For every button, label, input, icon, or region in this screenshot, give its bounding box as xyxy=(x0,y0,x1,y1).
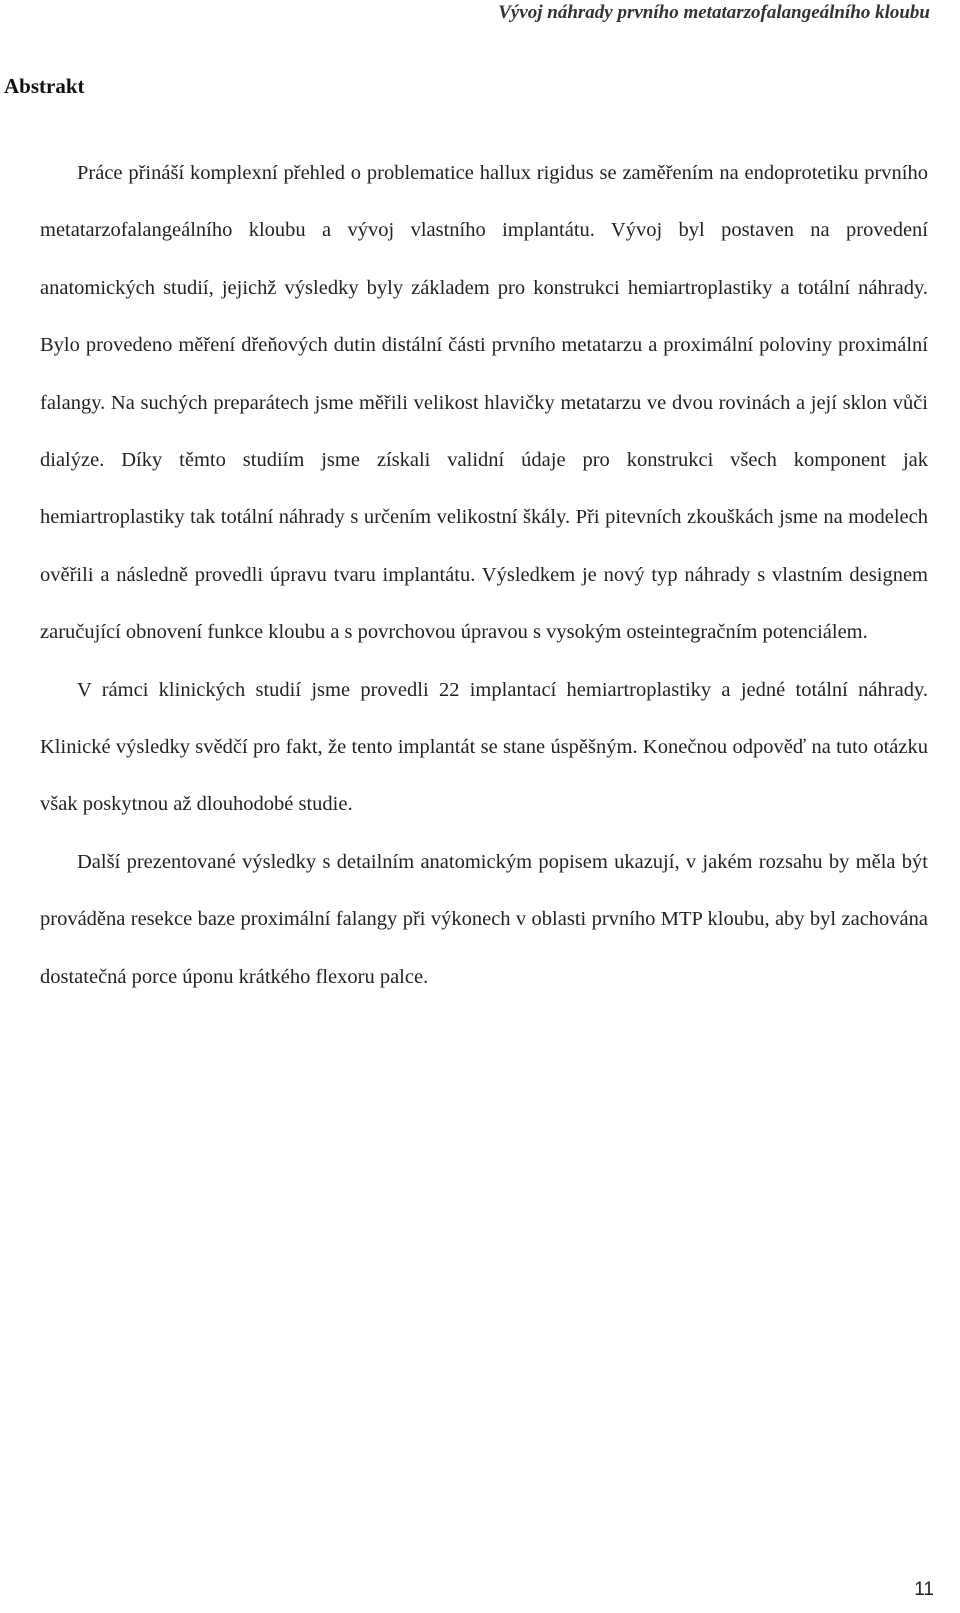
page-number: 11 xyxy=(914,1579,934,1600)
section-heading: Abstrakt xyxy=(4,74,85,98)
paragraph: V rámci klinických studií jsme provedli 22 implantací hemiartroplastiky a jedné totální náhrady. Klinické výsledky svědčí pro fakt, že tento implantát se stane úspěšným. Konečnou odpověď na tuto otázku však poskytnou až dlouhodobé studie. xyxy=(40,678,928,816)
document-body xyxy=(40,145,928,1006)
paragraph: Práce přináší komplexní přehled o problematice hallux rigidus se zaměřením na endoprotetiku prvního metatarzofalangeálního kloubu a vývoj vlastního implantátu. Vývoj byl postaven na provedení anatomických studií, jejichž výsledky byly základem pro konstrukci hemiartroplastiky a totální náhrady. Bylo provedeno měření dřeňových dutin distální části prvního metatarzu a proximální poloviny proximální falangy. Na suchých preparátech jsme měřili velikost hlavičky metatarzu ve dvou rovinách a její sklon vůči dialýze. Díky těmto studiím jsme získali validní údaje pro konstrukci všech komponent jak hemiartroplastiky tak totální náhrady s určením velikostní škály. Při pitevních zkouškách jsme na modelech ověřili a následně provedli úpravu tvaru implantátu. Výsledkem je nový typ náhrady s vlastním designem zaručující obnovení funkce kloubu a s povrchovou úpravou s vysokým osteintegračním potenciálem. xyxy=(40,162,928,644)
running-header: Vývoj náhrady prvního metatarzofalangeálního kloubu xyxy=(498,2,930,23)
paragraph: Další prezentované výsledky s detailním anatomickým popisem ukazují, v jakém rozsahu by měla být prováděna resekce baze proximální falangy při výkonech v oblasti prvního MTP kloubu, aby byl zachována dostatečná porce úponu krátkého flexoru palce. xyxy=(40,850,928,988)
